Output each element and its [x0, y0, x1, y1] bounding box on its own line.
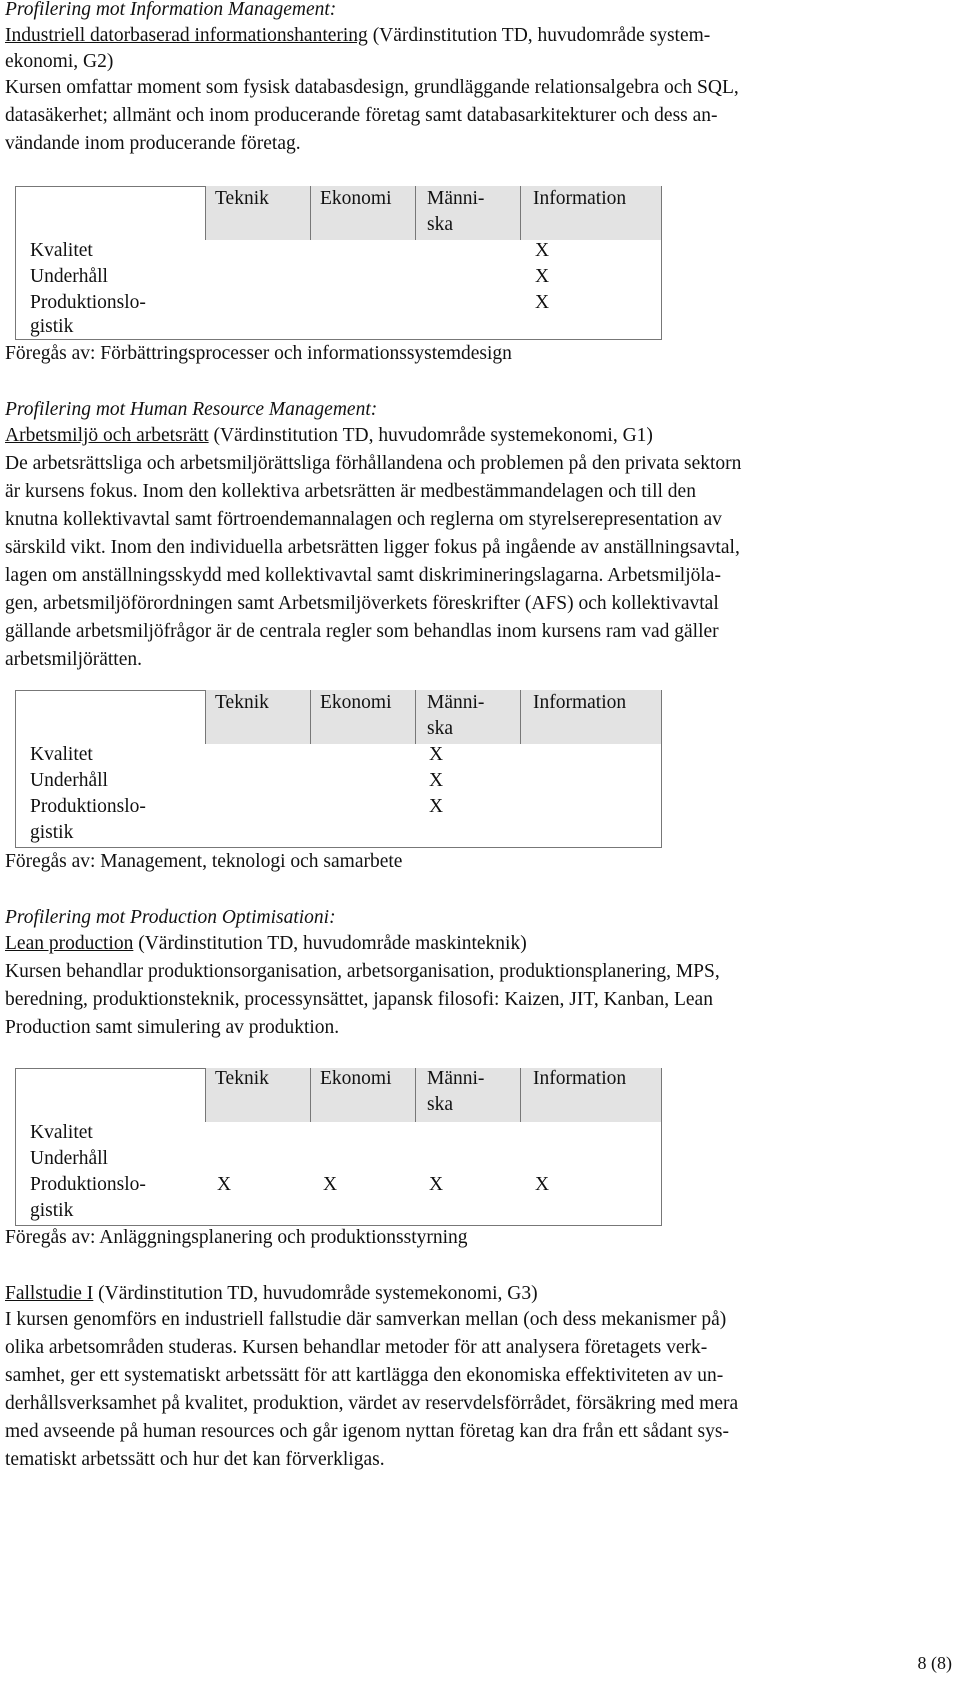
section4-body-5: med avseende på human resources och går igenom nyttan företag kan dra från ett sådant sys- — [5, 1421, 729, 1442]
col-header-manniska: Männi- — [427, 692, 485, 713]
col-header-information: Information — [533, 1068, 627, 1089]
section3-body-1: Kursen behandlar produktionsorganisation, arbetsorganisation, produktionsplanering, MPS, — [5, 961, 720, 982]
section4-body-2: olika arbetsområden studeras. Kursen behandlar metoder för att analysera företagets verk- — [5, 1337, 708, 1358]
col-header-manniska-2: ska — [427, 214, 453, 235]
section2-prereq: Föregås av: Management, teknologi och samarbete — [5, 851, 403, 872]
section2-body-8: arbetsmiljörätten. — [5, 649, 142, 670]
row-label-produktionslogistik: Produktionslo- — [30, 292, 146, 313]
mark-produktionslogistik-teknik: X — [217, 1174, 232, 1195]
section4-body-3: samhet, ger ett systematiskt arbetssätt för att kartlägga den ekonomiska effektiviteten av un- — [5, 1365, 724, 1386]
col-header-teknik: Teknik — [215, 188, 269, 209]
section2-heading: Profilering mot Human Resource Management: — [5, 399, 378, 420]
section1-prereq: Föregås av: Förbättringsprocesser och informationssystemdesign — [5, 343, 512, 364]
section2-course-title: Arbetsmiljö och arbetsrätt — [5, 425, 209, 446]
row-label-produktionslogistik-2: gistik — [30, 316, 74, 337]
mark-underhall-information: X — [535, 266, 550, 287]
section4-course-title: Fallstudie I — [5, 1283, 94, 1304]
mark-produktionslogistik-information: X — [535, 292, 550, 313]
mark-produktionslogistik-information: X — [535, 1174, 550, 1195]
col-header-ekonomi: Ekonomi — [320, 692, 392, 713]
section3-matrix — [5, 1068, 705, 1224]
section2-body-2: är kursens fokus. Inom den kollektiva arbetsrätten är medbestämmandelagen och till den — [5, 481, 696, 502]
page-number: 8 (8) — [917, 1653, 952, 1673]
section4-course-meta: (Värdinstitution TD, huvudområde systemekonomi, G3) — [98, 1283, 538, 1304]
section3-course-line — [5, 930, 527, 958]
section3-prereq: Föregås av: Anläggningsplanering och produktionsstyrning — [5, 1227, 468, 1248]
section2-matrix — [5, 690, 705, 846]
row-label-produktionslogistik: Produktionslo- — [30, 1174, 146, 1195]
col-header-teknik: Teknik — [215, 1068, 269, 1089]
col-header-manniska-2: ska — [427, 1094, 453, 1115]
row-label-underhall: Underhåll — [30, 770, 108, 791]
section2-course-line — [5, 422, 653, 450]
section1-course-line — [5, 22, 710, 50]
mark-produktionslogistik-ekonomi: X — [323, 1174, 338, 1195]
section4-body-1: I kursen genomförs en industriell fallstudie där samverkan mellan (och dess mekanismer på) — [5, 1309, 727, 1330]
section1-body-1: Kursen omfattar moment som fysisk databasdesign, grundläggande relationsalgebra och SQL, — [5, 77, 739, 98]
section1-heading: Profilering mot Information Management: — [5, 0, 337, 20]
row-label-underhall: Underhåll — [30, 266, 108, 287]
row-label-underhall: Underhåll — [30, 1148, 108, 1169]
mark-kvalitet-manniska: X — [429, 744, 444, 765]
section1-course-title: Industriell datorbaserad informationshantering — [5, 25, 368, 46]
section3-body-3: Production samt simulering av produktion. — [5, 1017, 340, 1038]
section2-body-5: lagen om anställningsskydd med kollektivavtal samt diskrimineringslagarna. Arbetsmiljöla- — [5, 565, 721, 586]
section3-course-title: Lean production — [5, 933, 134, 954]
mark-produktionslogistik-manniska: X — [429, 796, 444, 817]
section1-body-2: datasäkerhet; allmänt och inom producerande företag samt databasarkitekturer och dess an- — [5, 105, 718, 126]
col-header-manniska: Männi- — [427, 188, 485, 209]
col-header-ekonomi: Ekonomi — [320, 1068, 392, 1089]
row-label-kvalitet: Kvalitet — [30, 240, 93, 261]
section3-body-2: beredning, produktionsteknik, processynsättet, japansk filosofi: Kaizen, JIT, Kanban, Lean — [5, 989, 713, 1010]
section1-course-meta-2: ekonomi, G2) — [5, 51, 114, 72]
row-label-produktionslogistik-2: gistik — [30, 1200, 74, 1221]
col-header-ekonomi: Ekonomi — [320, 188, 392, 209]
section4-course-line — [5, 1280, 538, 1308]
section2-body-6: gen, arbetsmiljöförordningen samt Arbetsmiljöverkets föreskrifter (AFS) och kollektivavtal — [5, 593, 719, 614]
row-label-kvalitet: Kvalitet — [30, 744, 93, 765]
section2-body-3: knutna kollektivavtal samt förtroendemannalagen och reglerna om styrelserepresentation av — [5, 509, 722, 530]
section2-body-4: särskild vikt. Inom den individuella arbetsrätten ligger fokus på ingående av anställningsavtal, — [5, 537, 740, 558]
mark-underhall-manniska: X — [429, 770, 444, 791]
section4-body-4: derhållsverksamhet på kvalitet, produktion, värdet av reservdelsförrådet, försäkring med mera — [5, 1393, 739, 1414]
col-header-information: Information — [533, 692, 627, 713]
col-header-manniska: Männi- — [427, 1068, 485, 1089]
section2-body-7: gällande arbetsmiljöfrågor är de centrala regler som behandlas inom kursens ram vad gäller — [5, 621, 719, 642]
col-header-manniska-2: ska — [427, 718, 453, 739]
mark-kvalitet-information: X — [535, 240, 550, 261]
section1-matrix — [5, 186, 705, 338]
row-label-produktionslogistik-2: gistik — [30, 822, 74, 843]
section3-course-meta: (Värdinstitution TD, huvudområde maskinteknik) — [138, 933, 527, 954]
row-label-produktionslogistik: Produktionslo- — [30, 796, 146, 817]
section3-heading: Profilering mot Production Optimisationi: — [5, 907, 336, 928]
col-header-information: Information — [533, 188, 627, 209]
col-header-teknik: Teknik — [215, 692, 269, 713]
row-label-kvalitet: Kvalitet — [30, 1122, 93, 1143]
section2-course-meta: (Värdinstitution TD, huvudområde systemekonomi, G1) — [213, 425, 653, 446]
section2-body-1: De arbetsrättsliga och arbetsmiljörättsliga förhållandena och problemen på den privata sektorn — [5, 453, 742, 474]
section4-body-6: tematiskt arbetssätt och hur det kan förverkligas. — [5, 1449, 385, 1470]
section1-course-meta: (Värdinstitution TD, huvudområde system- — [372, 25, 711, 46]
section1-body-3: vändande inom producerande företag. — [5, 133, 301, 154]
mark-produktionslogistik-manniska: X — [429, 1174, 444, 1195]
